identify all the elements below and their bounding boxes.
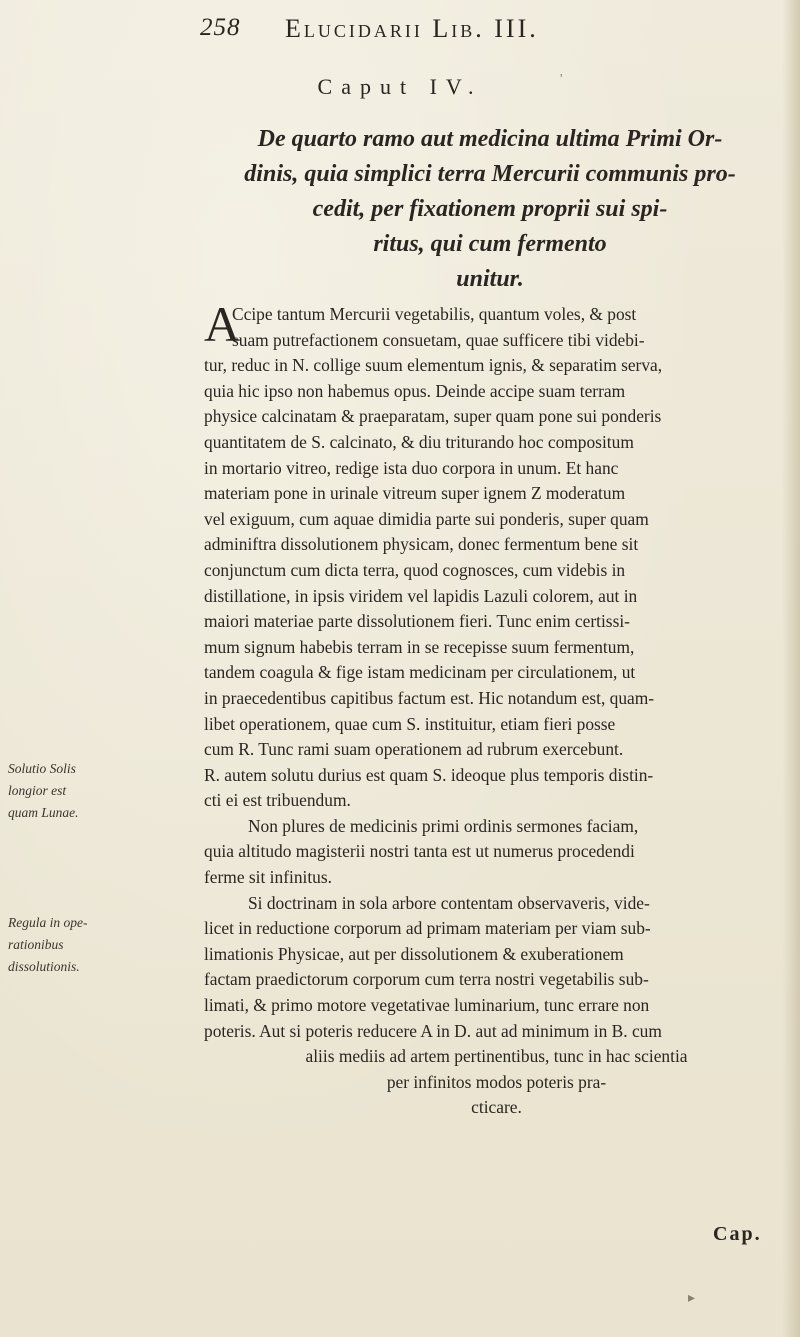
text-line: in praecedentibus capitibus factum est. Hic notandum est, quam- <box>204 687 655 708</box>
heading-line: dinis, quia simplici terra Mercurii communis pro- <box>244 161 736 187</box>
margin-note <box>8 912 158 978</box>
text-line: cti ei est tribuendum. <box>204 790 351 811</box>
heading-line: De quarto ramo aut medicina ultima Primi Or- <box>257 126 723 152</box>
text-line: vel exiguum, cum aquae dimidia parte sui ponderis, super quam <box>204 508 649 529</box>
running-title: Elucidarii Lib. III. <box>285 14 539 43</box>
margin-note <box>8 758 158 824</box>
body-text <box>204 302 789 1121</box>
text-line: factam praedictorum corporum cum terra nostri vegetabilis sub- <box>204 969 649 990</box>
text-line: per infinitos modos poteris pra- <box>386 1071 607 1092</box>
text-line: maiori materiae parte dissolutionem fieri. Tunc enim certissi- <box>204 611 630 632</box>
text-line: in mortario vitreo, redige ista duo corpora in unum. Et hanc <box>204 457 619 478</box>
heading-line: cedit, per fixationem proprii sui spi- <box>312 196 668 222</box>
text-line: poteris. Aut si poteris reducere A in D. aut ad minimum in B. cum <box>204 1020 662 1041</box>
text-line: conjunctum cum dicta terra, quod cognosces, cum videbis in <box>204 559 626 580</box>
text-line: adminiftra dissolutionem physicam, donec fermentum bene sit <box>204 534 639 555</box>
text-line: cticare. <box>471 1097 522 1118</box>
margin-note-line: Regula in ope- <box>8 915 88 930</box>
text-line: Non plures de medicinis primi ordinis sermones faciam, <box>248 815 639 836</box>
text-line: R. autem solutu durius est quam S. ideoque plus temporis distin- <box>204 764 654 785</box>
text-line: quantitatem de S. calcinato, & diu triturando hoc compositum <box>204 431 634 452</box>
text-line: licet in reductione corporum ad primam materiam per viam sub- <box>204 918 651 939</box>
text-line: libet operationem, quae cum S. instituitur, etiam fieri posse <box>204 713 616 734</box>
text-line: Si doctrinam in sola arbore contentam observaveris, vide- <box>248 892 650 913</box>
drop-capital: A <box>204 296 241 352</box>
margin-note-line: longior est <box>8 783 67 798</box>
margin-note-line: Solutio Solis <box>8 761 76 776</box>
margin-note-line: rationibus <box>8 937 64 952</box>
heading-line: ritus, qui cum fermento <box>373 231 607 257</box>
text-line: mum signum habebis terram in se recepisse suum fermentum, <box>204 636 635 657</box>
text-line: aliis mediis ad artem pertinentibus, tunc in hac scientia <box>305 1046 688 1067</box>
page-header <box>200 14 760 54</box>
text-line: distillatione, in ipsis viridem vel lapidis Lazuli colorem, aut in <box>204 585 638 606</box>
text-line: limati, & primo motore vegetativae luminarium, tunc errare non <box>204 995 650 1016</box>
text-line: limationis Physicae, aut per dissolutionem & exuberationem <box>204 943 624 964</box>
chapter-heading <box>200 122 780 297</box>
ink-mark: ▸ <box>688 1291 696 1306</box>
text-line: ferme sit infinitus. <box>204 867 332 888</box>
margin-note-line: dissolutionis. <box>8 959 80 974</box>
chapter-label: Caput IV. <box>317 74 483 99</box>
text-line: tandem coagula & fige istam medicinam per circulationem, ut <box>204 662 636 683</box>
ink-mark: ' <box>560 72 563 87</box>
text-line: suam putrefactionem consuetam, quae sufficere tibi videbi- <box>232 329 645 350</box>
margin-note-line: quam Lunae. <box>8 805 79 820</box>
text-line: quia altitudo magisterii nostri tanta est ut numerus procedendi <box>204 841 635 862</box>
text-line: materiam pone in urinale vitreum super ignem Z moderatum <box>204 483 626 504</box>
page-number: 258 <box>200 14 241 41</box>
heading-line: unitur. <box>456 266 524 292</box>
text-line: tur, reduc in N. collige suum elementum ignis, & separatim serva, <box>204 355 663 376</box>
catchword: Cap. <box>713 1223 762 1245</box>
text-line: quia hic ipso non habemus opus. Deinde accipe suam terram <box>204 380 626 401</box>
text-line: Ccipe tantum Mercurii vegetabilis, quantum voles, & post <box>232 304 637 324</box>
text-line: physice calcinatam & praeparatam, super quam pone sui ponderis <box>204 406 662 427</box>
text-line: cum R. Tunc rami suam operationem ad rubrum exercebunt. <box>204 739 624 760</box>
